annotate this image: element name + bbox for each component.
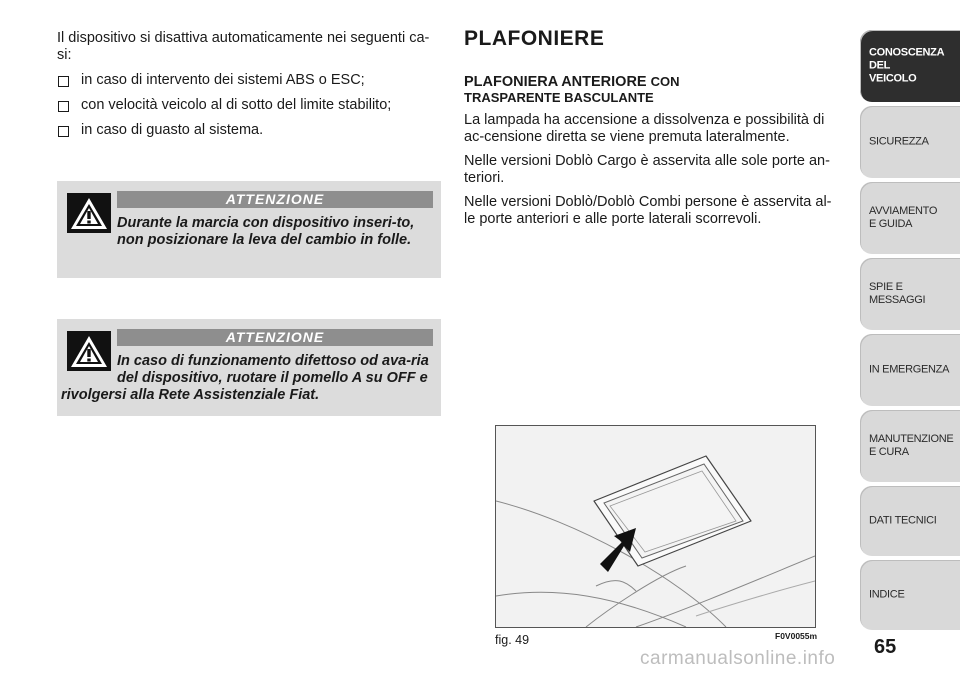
- warning-label: ATTENZIONE: [117, 329, 433, 346]
- tab-spie-e-messaggi[interactable]: SPIE E MESSAGGI: [860, 258, 960, 330]
- left-column: [57, 30, 441, 147]
- tab-in-emergenza[interactable]: IN EMERGENZA: [860, 334, 960, 406]
- paragraph: Nelle versioni Doblò Cargo è asservita alle sole porte an-teriori.: [464, 153, 830, 186]
- right-column: [464, 27, 842, 235]
- tab-dati-tecnici[interactable]: DATI TECNICI: [860, 486, 960, 556]
- tab-conoscenza-del-veicolo[interactable]: CONOSCENZA DEL VEICOLO: [860, 30, 960, 102]
- intro-text: Il dispositivo si disattiva automaticamente nei seguenti ca-si:: [57, 30, 430, 63]
- paragraph: Nelle versioni Doblò/Doblò Combi persone è asservita al-le porte anteriori e alle porte laterali scorrevoli.: [464, 194, 832, 227]
- figure-code: F0V0055m: [775, 631, 818, 641]
- bullet-item: con velocità veicolo al di sotto del limite stabilito;: [57, 97, 441, 114]
- warning-text: Durante la marcia con dispositivo inseri-to, non posizionare la leva del cambio in folle.: [117, 215, 415, 248]
- bullet-item: in caso di guasto al sistema.: [57, 122, 441, 139]
- warning-box-1: [57, 181, 441, 278]
- watermark-text: carmanualsonline.info: [640, 648, 836, 669]
- checkbox-bullet-icon: [58, 126, 69, 137]
- tab-avviamento-e-guida[interactable]: AVVIAMENTO E GUIDA: [860, 182, 960, 254]
- warning-label: ATTENZIONE: [117, 191, 433, 208]
- tab-manutenzione-e-cura[interactable]: MANUTENZIONE E CURA: [860, 410, 960, 482]
- section-title: PLAFONIERE: [464, 27, 605, 50]
- subsection-title: PLAFONIERA ANTERIORE CON TRASPARENTE BASCULANTE: [464, 74, 680, 105]
- checkbox-bullet-icon: [58, 76, 69, 87]
- ceiling-light-illustration: [496, 426, 815, 627]
- tab-sicurezza[interactable]: SICUREZZA: [860, 106, 960, 178]
- figure-label: fig. 49: [495, 633, 530, 647]
- checkbox-bullet-icon: [58, 101, 69, 112]
- bullet-item: in caso di intervento dei sistemi ABS o ESC;: [57, 72, 441, 89]
- page-number: 65: [874, 636, 897, 658]
- warning-text: In caso di funzionamento difettoso od ava-ria del dispositivo, ruotare il pomello A su OFF e rivolgersi alla Rete Assistenziale Fiat.: [61, 353, 429, 403]
- warning-box-2: [57, 319, 441, 416]
- tab-indice[interactable]: INDICE: [860, 560, 960, 630]
- paragraph: La lampada ha accensione a dissolvenza e possibilità di ac-censione diretta se viene premuta lateralmente.: [464, 112, 825, 145]
- figure-ceiling-light: [495, 425, 816, 628]
